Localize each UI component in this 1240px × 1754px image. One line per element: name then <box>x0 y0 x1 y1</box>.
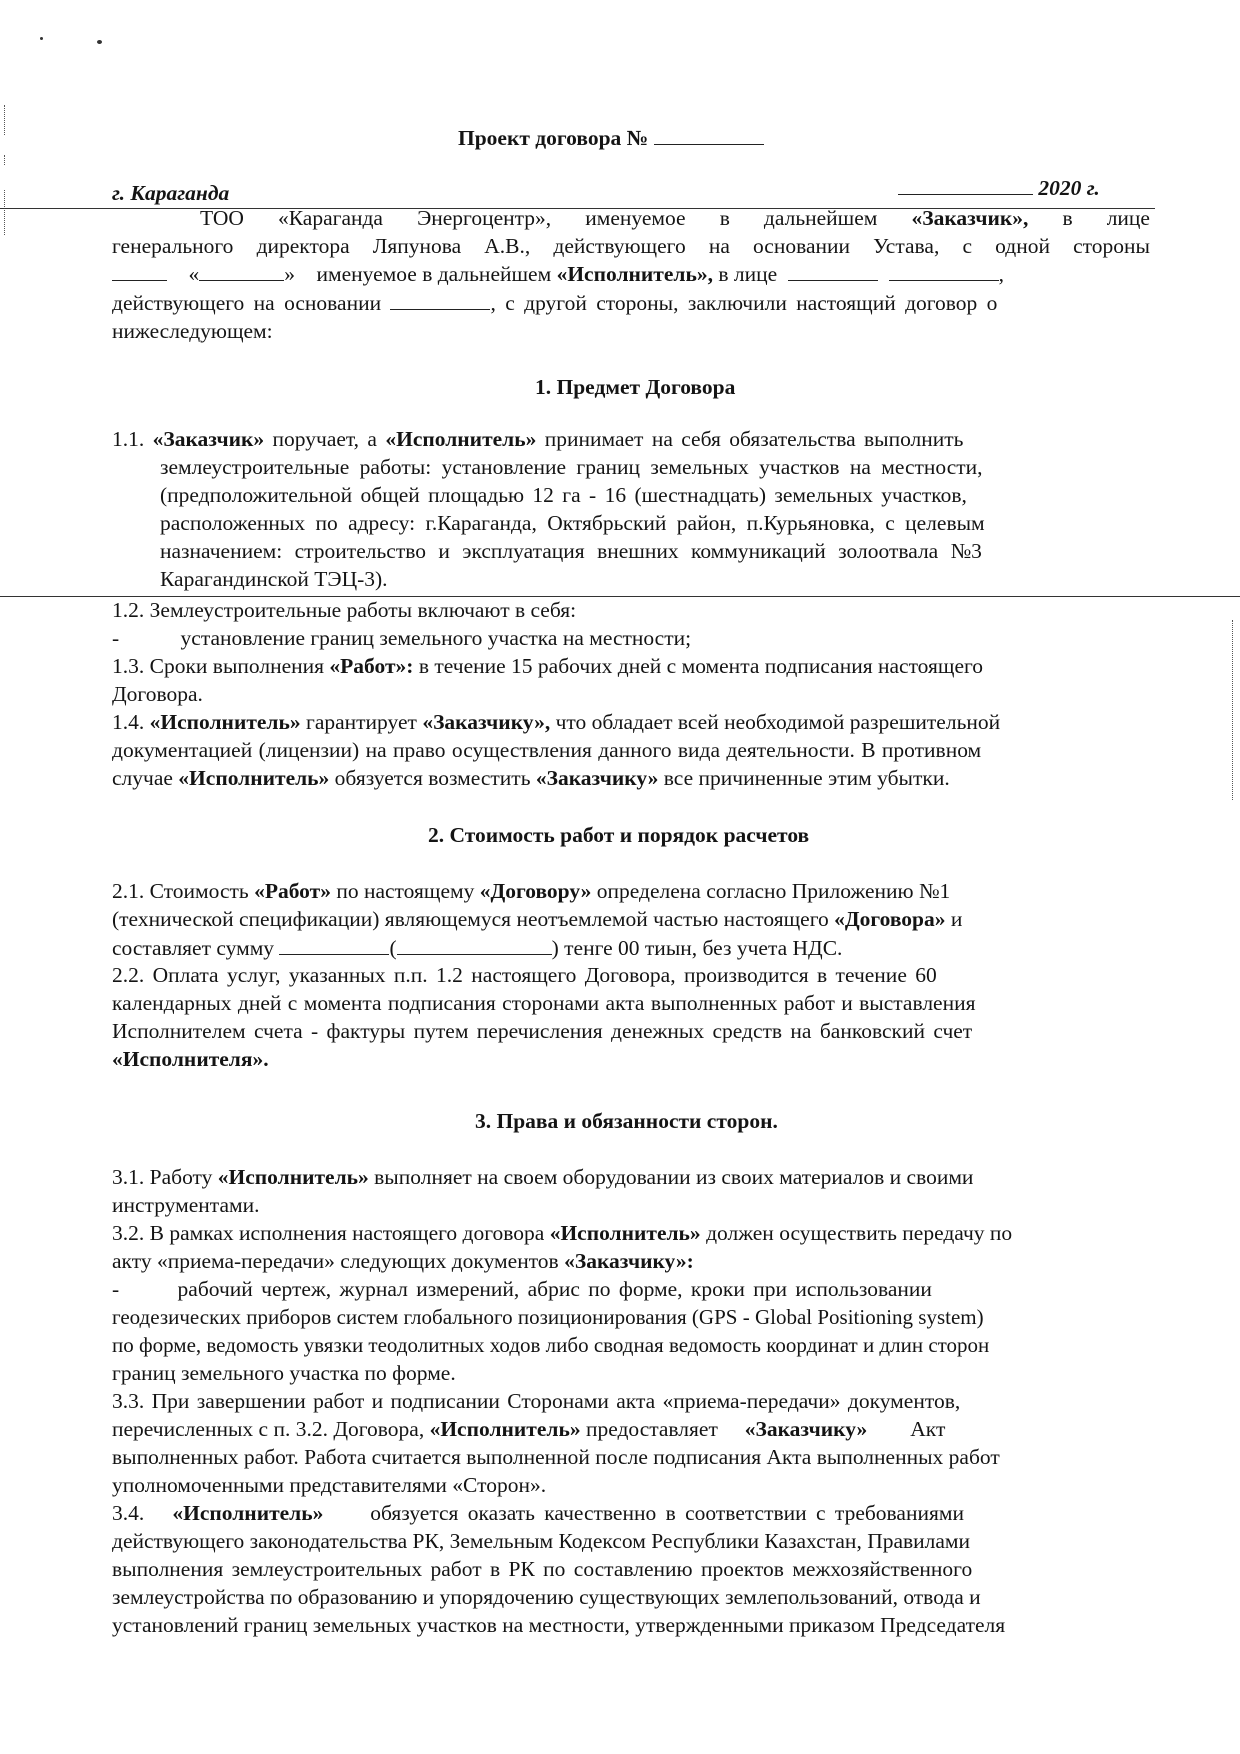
text: «Работ»: <box>329 654 414 678</box>
text: в лице <box>718 262 778 286</box>
p31-line-2: инструментами. <box>112 1193 260 1217</box>
p21-line-3 <box>112 934 842 961</box>
p33-line-1: 3.3. При завершении работ и подписании Сторонами акта «приема-передачи» документов, <box>112 1389 961 1413</box>
text: «Заказчику»: <box>564 1249 694 1273</box>
document-title <box>458 124 764 151</box>
p34-line-3: выполнения землеустроительных работ в РК по составлению проектов межхозяйственного <box>112 1557 973 1581</box>
p32-line-2 <box>112 1248 694 1274</box>
p34-line-5: установлений границ земельных участков на местности, утвержденными приказом Председателя <box>112 1613 1006 1637</box>
p14-line-3 <box>112 765 950 791</box>
text: 1.4. <box>112 710 145 734</box>
p13-line-1 <box>112 653 983 679</box>
text: ) тенге 00 тиын, без учета НДС. <box>551 936 843 960</box>
word: в <box>1062 206 1073 230</box>
p34-line-1 <box>112 1500 964 1526</box>
date-blank <box>898 174 1033 195</box>
word: А.В., <box>484 234 531 258</box>
p32-item-line-2: геодезических приборов систем глобального позиционирования (GPS - Global Positioning system) <box>112 1305 984 1329</box>
word: генерального <box>112 234 234 258</box>
text: «Исполнитель» <box>178 766 330 790</box>
text: «Заказчику» <box>535 766 659 790</box>
text: «Исполнитель» <box>217 1165 369 1189</box>
intro-line-5: нижеследующем: <box>112 319 273 343</box>
p11-line-4: расположенных по адресу: г.Караганда, Октябрьский район, п.Курьяновка, с целевым <box>160 511 985 535</box>
text: должен осуществить передачу по <box>706 1221 1013 1245</box>
p11-line-3: (предположительной общей площадью 12 га - 16 (шестнадцать) земельных участков, <box>160 483 967 507</box>
text: 3.2. В рамках исполнения настоящего договора <box>112 1221 545 1245</box>
scan-edge-mark <box>1232 620 1233 800</box>
p32-item-line-3: по форме, ведомость увязки теодолитных ходов либо сводная ведомость координат и длин сторон <box>112 1333 990 1357</box>
text: (технической спецификации) являющемуся неотъемлемой частью настоящего <box>112 907 829 931</box>
text: действующего на основании <box>112 291 382 315</box>
word: на <box>708 234 730 258</box>
p21-line-1 <box>112 878 950 904</box>
text: предоставляет <box>585 1417 718 1441</box>
p31-line-1 <box>112 1164 973 1190</box>
p33-line-4: уполномоченными представителями «Сторон». <box>112 1473 547 1497</box>
text: «Исполнитель» <box>149 710 301 734</box>
basis-blank <box>390 289 490 310</box>
p22-line-4: «Исполнителя». <box>112 1047 269 1071</box>
text: «Исполнитель» <box>385 427 537 451</box>
text: 3.4. <box>112 1501 145 1525</box>
p13-line-2: Договора. <box>112 682 203 706</box>
text: составляет сумму <box>112 936 275 960</box>
sum-words-blank <box>397 934 552 955</box>
p22-line-2: календарных дней с момента подписания сторонами акта выполненных работ и выставления <box>112 991 976 1015</box>
city: г. Караганда <box>112 181 230 205</box>
intro-line-1 <box>200 205 1150 231</box>
text: «Договору» <box>479 879 592 903</box>
word: Устава, <box>873 234 940 258</box>
p14-line-2: документацией (лицензии) на право осуществления данного вида деятельности. В противном <box>112 738 982 762</box>
text: в течение 15 рабочих дней с момента подписания настоящего <box>418 654 984 678</box>
title-text: Проект договора № <box>458 126 649 150</box>
p11-line-5: назначением: строительство и эксплуатация внешних коммуникаций золоотвала №3 <box>160 539 982 563</box>
p22-line-1: 2.2. Оплата услуг, указанных п.п. 1.2 настоящего Договора, производится в течение 60 <box>112 963 937 987</box>
word: с <box>962 234 972 258</box>
p21-line-2 <box>112 906 962 932</box>
word: стороны <box>1073 234 1150 258</box>
word: директора <box>256 234 350 258</box>
p34-line-2: действующего законодательства РК, Земельным Кодексом Республики Казахстан, Правилами <box>112 1529 971 1553</box>
p32-item-line-1 <box>112 1276 932 1302</box>
text: «Заказчику» <box>744 1417 868 1441</box>
company-name-blank <box>199 260 284 281</box>
text: 1.3. Сроки выполнения <box>112 654 325 678</box>
sum-blank <box>279 934 389 955</box>
p32-line-1 <box>112 1220 1012 1246</box>
blank-field <box>112 260 167 281</box>
text: поручает, а <box>272 427 377 451</box>
intro-line-2 <box>112 233 1150 259</box>
word: основании <box>753 234 851 258</box>
word: действующего <box>553 234 686 258</box>
text: ( <box>389 936 397 960</box>
word: ТОО <box>200 206 244 230</box>
text: «Исполнитель» <box>172 1501 324 1525</box>
text: гарантирует <box>306 710 417 734</box>
section-1-heading: 1. Предмет Договора <box>535 375 736 399</box>
scan-speck <box>40 37 43 40</box>
quote-close: » <box>284 262 295 286</box>
quote-open: « <box>188 262 200 286</box>
text: Акт <box>910 1417 946 1441</box>
p11-line-1 <box>112 426 964 452</box>
word: одной <box>995 234 1050 258</box>
text: «Заказчику», <box>422 710 551 734</box>
person-blank <box>889 260 999 281</box>
text: случае <box>112 766 173 790</box>
text: «Заказчик» <box>152 427 265 451</box>
scan-edge-mark <box>4 190 5 235</box>
contract-number-blank <box>654 124 764 145</box>
text: 1.1. <box>112 427 145 451</box>
text: все причиненные этим убытки. <box>663 766 950 790</box>
scan-speck <box>97 40 102 44</box>
text: 3.1. Работу <box>112 1165 213 1189</box>
section-2-heading: 2. Стоимость работ и порядок расчетов <box>428 823 810 847</box>
date-line <box>898 174 1100 201</box>
word: в <box>719 206 730 230</box>
p12: 1.2. Землеустроительные работы включают в себя: <box>112 598 577 622</box>
p11-line-6: Карагандинской ТЭЦ-3). <box>160 567 388 591</box>
p34-line-4: землеустройства по образованию и упорядочению существующих землепользований, отвода и <box>112 1585 981 1609</box>
text: акту «приема-передачи» следующих документов <box>112 1249 559 1273</box>
text: установление границ земельного участка на местности; <box>180 626 692 650</box>
list-dash: - <box>112 626 120 650</box>
text: 2.1. Стоимость <box>112 879 249 903</box>
word: «Караганда <box>277 206 383 230</box>
text: рабочий чертеж, журнал измерений, абрис по форме, кроки при использовании <box>177 1277 932 1301</box>
text: определена согласно Приложению №1 <box>596 879 951 903</box>
text: «Исполнитель» <box>429 1417 581 1441</box>
text: выполняет на своем оборудовании из своих материалов и своими <box>374 1165 974 1189</box>
p11-line-2: землеустроительные работы: установление границ земельных участков на местности, <box>160 455 983 479</box>
word: «Заказчик», <box>911 206 1029 230</box>
word: Энергоцентр», <box>417 206 552 230</box>
word: именуемое <box>585 206 686 230</box>
word: дальнейшем <box>763 206 878 230</box>
text: что обладает всей необходимой разрешительной <box>555 710 1001 734</box>
word: Ляпунова <box>372 234 462 258</box>
scan-edge-mark <box>4 105 5 135</box>
p22-line-3: Исполнителем счета - фактуры путем перечисления денежных средств на банковский счет <box>112 1019 973 1043</box>
scan-edge-mark <box>4 155 5 165</box>
intro-line-3: « » именуемое в дальнейшем «Исполнитель», в лице , <box>112 260 1004 287</box>
text: , с другой стороны, заключили настоящий договор о <box>490 291 998 315</box>
position-blank <box>788 260 878 281</box>
text: по настоящему <box>336 879 475 903</box>
text: «Исполнитель», <box>556 262 713 286</box>
year: 2020 г. <box>1038 176 1100 200</box>
p33-line-3: выполненных работ. Работа считается выполненной после подписания Акта выполненных работ <box>112 1445 1000 1469</box>
p33-line-2 <box>112 1416 945 1442</box>
text: именуемое в дальнейшем <box>316 262 552 286</box>
text: перечисленных с п. 3.2. Договора, <box>112 1417 425 1441</box>
text: «Договора» <box>834 907 946 931</box>
list-dash: - <box>112 1277 120 1301</box>
text: принимает на себя обязательства выполнить <box>544 427 964 451</box>
word: лице <box>1106 206 1150 230</box>
p32-item-line-4: границ земельного участка по форме. <box>112 1361 456 1385</box>
text: обязуется оказать качественно в соответствии с требованиями <box>370 1501 964 1525</box>
p14-line-1 <box>112 709 1000 735</box>
section-3-heading: 3. Права и обязанности сторон. <box>475 1109 778 1133</box>
text: обязуется возместить <box>334 766 531 790</box>
p12-item <box>112 625 691 651</box>
intro-line-4 <box>112 289 997 316</box>
text: и <box>950 907 963 931</box>
text: «Исполнитель» <box>549 1221 701 1245</box>
text: «Работ» <box>254 879 331 903</box>
